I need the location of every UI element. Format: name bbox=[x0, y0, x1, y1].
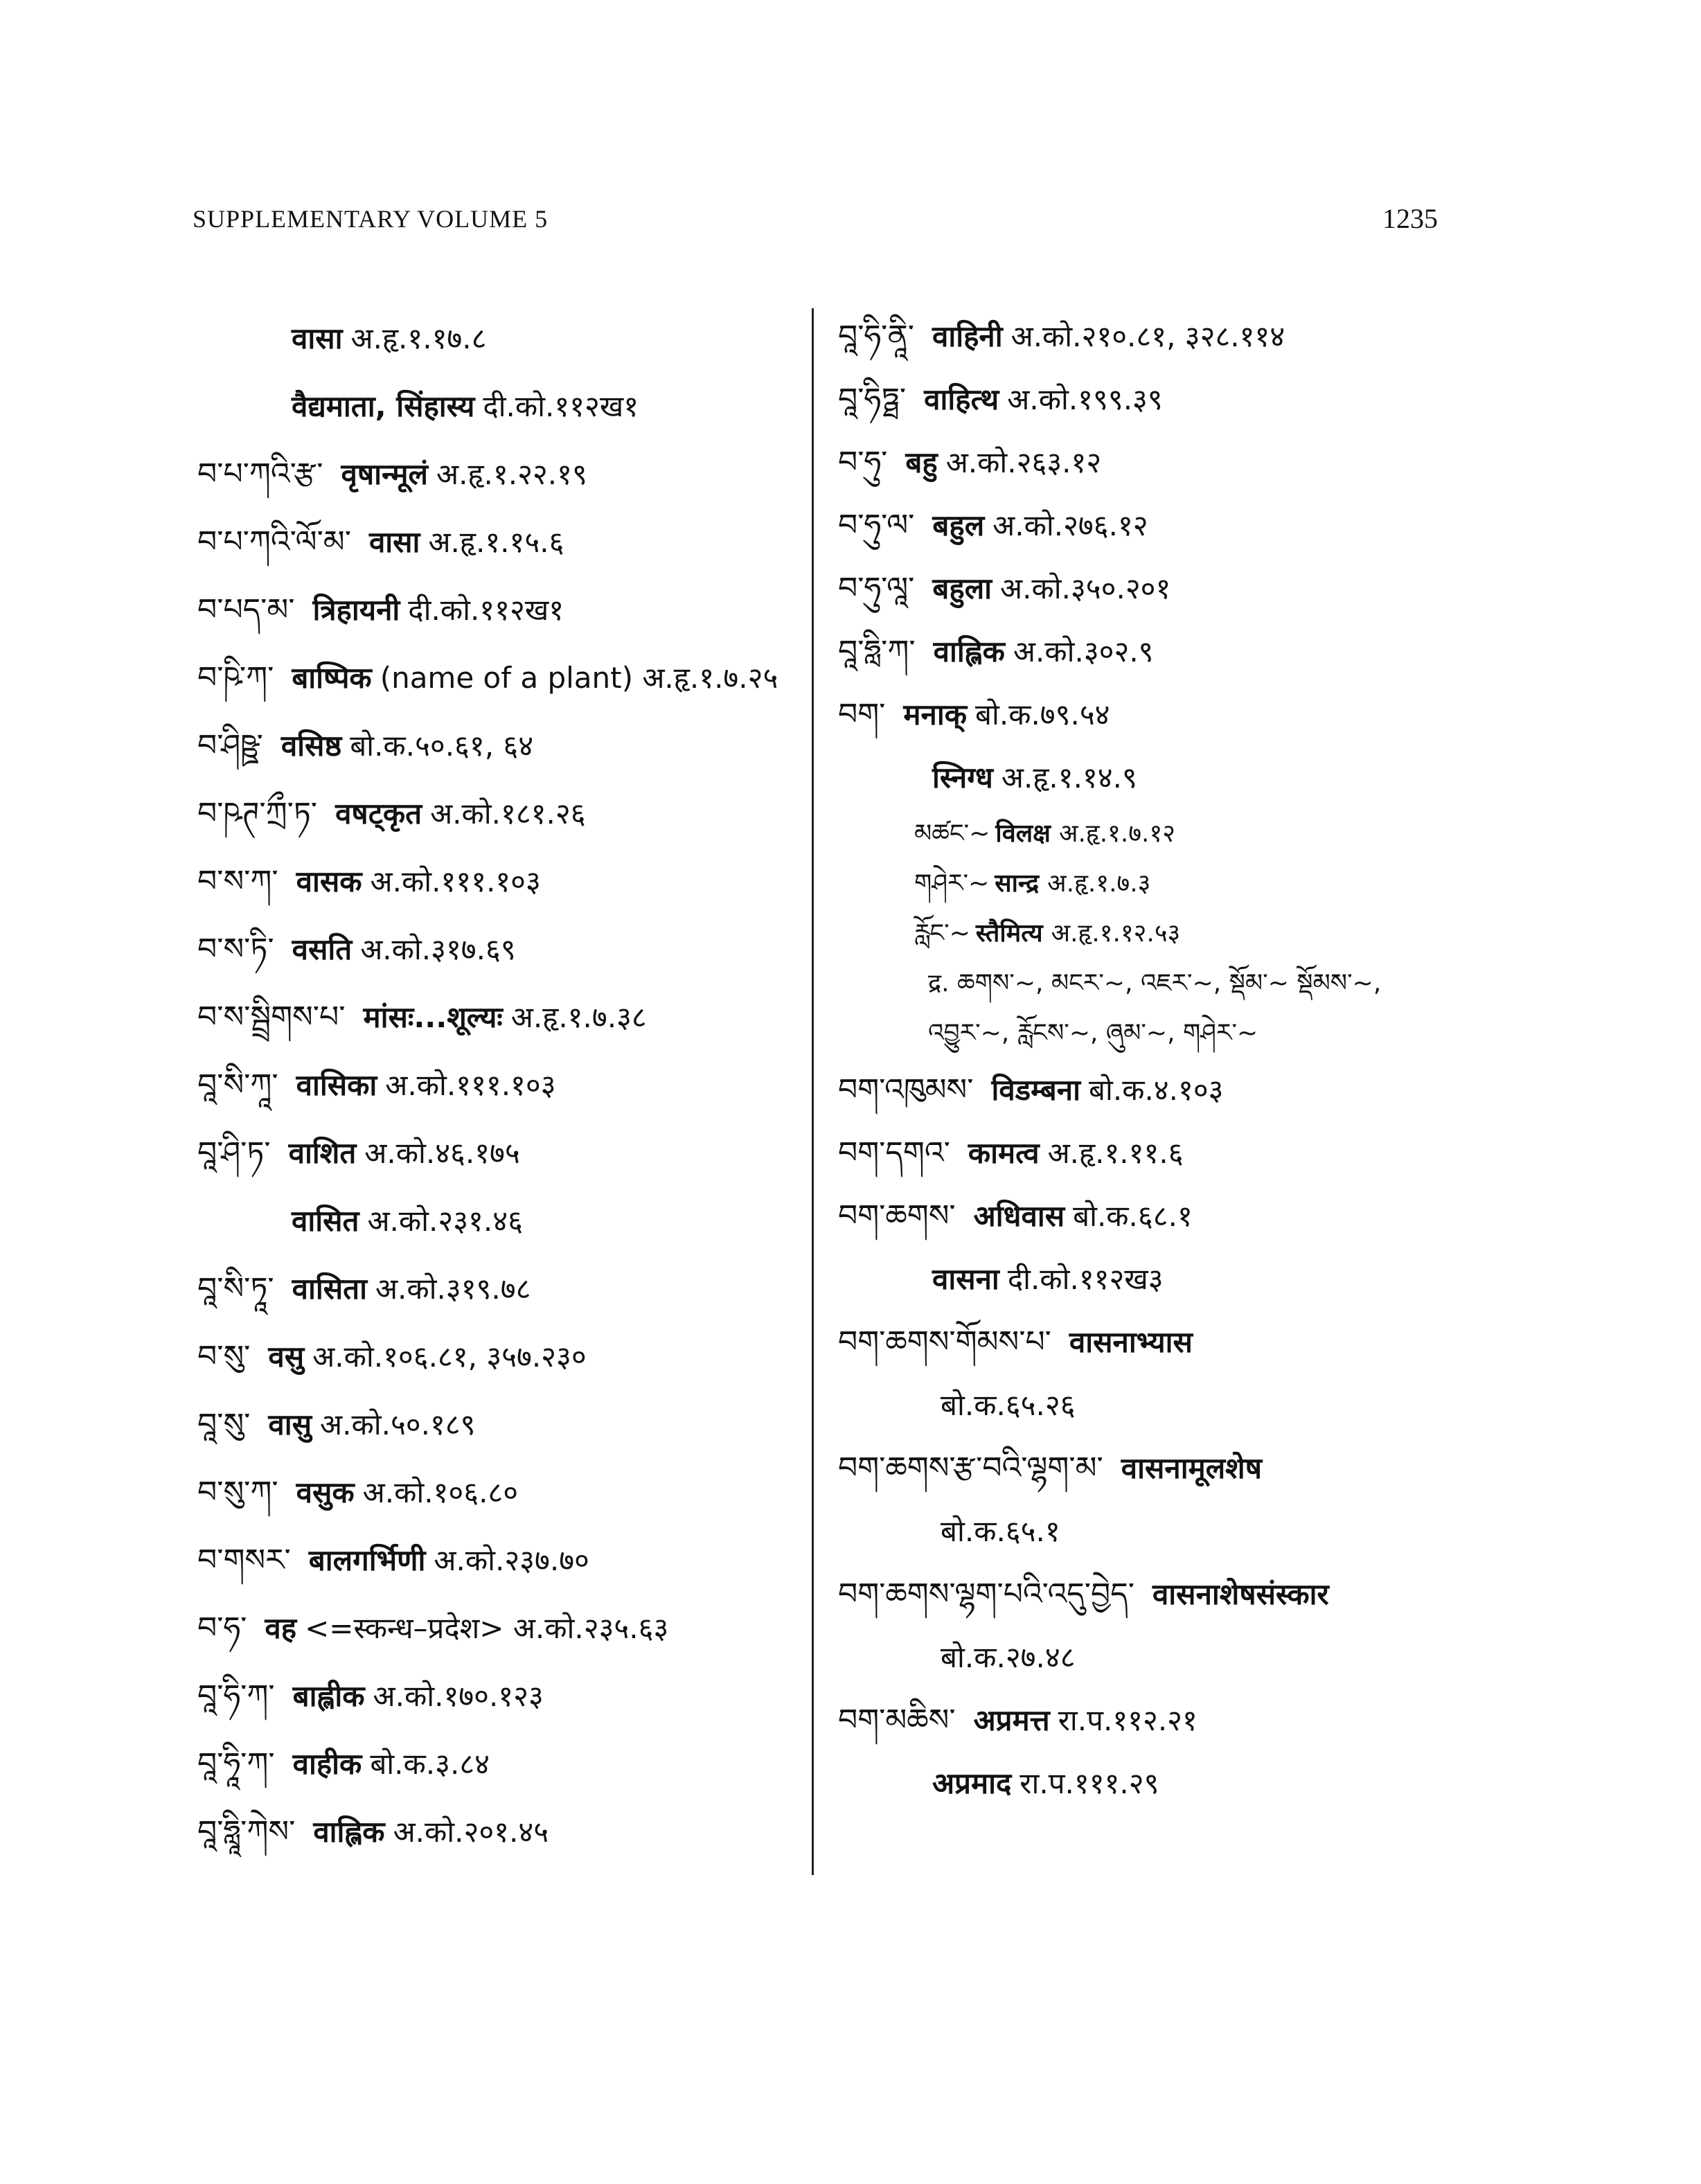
sanskrit-headword: विडम्बना bbox=[991, 1072, 1080, 1107]
sanskrit-headword: बाष्पिक bbox=[292, 661, 372, 695]
dictionary-entry bbox=[838, 809, 1461, 859]
dictionary-entry bbox=[197, 1798, 807, 1866]
dictionary-entry bbox=[838, 746, 1461, 809]
tibetan-term: བ་གསར་ bbox=[197, 1543, 291, 1578]
reference: बो.क.३.८४ bbox=[370, 1747, 490, 1781]
sanskrit-headword: वासनाशेषसंस्कार bbox=[1152, 1577, 1329, 1611]
reference: अ.को.२३१.४६ bbox=[367, 1204, 523, 1238]
tibetan-term: བཱ་ཧཱི་ཀ་ bbox=[197, 1746, 275, 1782]
sanskrit-headword: वाहित्थ bbox=[924, 382, 999, 416]
tibetan-term: བ་ས་ཀ་ bbox=[197, 864, 278, 899]
tibetan-term: བག་ཆགས་ bbox=[838, 1198, 956, 1234]
reference: बो.क.६८.१ bbox=[1073, 1198, 1193, 1233]
sanskrit-headword: वैद्यमाता, सिंहास्य bbox=[292, 389, 475, 423]
reference: बो.क.६५.१ bbox=[941, 1513, 1060, 1548]
dictionary-entry bbox=[197, 1187, 807, 1255]
dictionary-entry bbox=[838, 1500, 1461, 1563]
reference: द्र. ཆགས་~, མངར་~, འཇར་~, སྡོམ་~ སྡོམས་~, bbox=[928, 969, 1382, 997]
dictionary-entry bbox=[838, 1184, 1461, 1248]
dictionary-entry bbox=[838, 1752, 1461, 1815]
sanskrit-headword: बहुल bbox=[932, 508, 985, 542]
sanskrit-headword: बहु bbox=[905, 445, 938, 479]
dictionary-entry bbox=[197, 1255, 807, 1323]
tibetan-term: བཱ་ཧི་ནཱི་ bbox=[838, 318, 914, 354]
tibetan-term: བ་ཧ་ bbox=[197, 1610, 247, 1646]
sanskrit-headword: वषट्कृत bbox=[335, 797, 422, 831]
tibetan-term: བ་སུ་ཀ་ bbox=[197, 1475, 278, 1510]
sanskrit-headword: स्तैमित्य bbox=[975, 919, 1043, 948]
sanskrit-headword: स्निग्ध bbox=[932, 760, 993, 794]
tibetan-term: བ་ཧུ་ལཱ་ bbox=[838, 570, 915, 606]
reference: अ.हृ.१.१४.९ bbox=[1001, 760, 1137, 794]
tibetan-term: བག་དགའ་ bbox=[838, 1135, 950, 1171]
dictionary-entry bbox=[197, 373, 807, 441]
tibetan-term: བ་ཤིཥྛ་ bbox=[197, 728, 263, 763]
reference: अ.को.१११.१०३ bbox=[385, 1068, 556, 1102]
tibetan-term: བག་ཆགས་ལྷག་པའི་འདུ་བྱེད་ bbox=[838, 1576, 1134, 1612]
tibetan-term: བག་ bbox=[838, 696, 886, 732]
sanskrit-headword: मनाक् bbox=[903, 697, 967, 731]
dictionary-entry bbox=[197, 1595, 807, 1662]
reference: (name of a plant) अ.हृ.१.७.२५ bbox=[380, 661, 778, 695]
reference: अ.को.१७०.१२३ bbox=[373, 1679, 544, 1713]
tibetan-term: བ་སུ་ bbox=[197, 1339, 251, 1374]
tibetan-term: བག་ཆགས་རྩ་བའི་ལྷག་མ་ bbox=[838, 1450, 1103, 1486]
reference: बो.क.२७.४८ bbox=[941, 1640, 1076, 1674]
reference: अ.को.२१०.८१, ३२८.११४ bbox=[1010, 319, 1285, 353]
sanskrit-headword: वाशित bbox=[288, 1136, 357, 1170]
reference: अ.को.१०६.८१, ३५७.२३० bbox=[312, 1340, 587, 1374]
sanskrit-headword: वासना bbox=[932, 1261, 999, 1296]
running-head: SUPPLEMENTARY VOLUME 5 bbox=[193, 205, 549, 233]
tibetan-term: བ་པ་ཀའི་ལོ་མ་ bbox=[197, 524, 351, 560]
dictionary-entry bbox=[197, 1119, 807, 1187]
tibetan-term: བ་ཥི་ཀ་ bbox=[197, 660, 274, 695]
sanskrit-headword: वासु bbox=[268, 1408, 312, 1441]
dictionary-entry bbox=[838, 1058, 1461, 1121]
reference: अ.हृ.१.७.१२ bbox=[1058, 819, 1175, 848]
reference: अ.हृ.१.१२.५३ bbox=[1051, 919, 1181, 948]
reference: बो.क.७९.५४ bbox=[974, 697, 1110, 731]
tibetan-term: བག་འཁུམས་ bbox=[838, 1072, 974, 1108]
sanskrit-headword: अधिवास bbox=[973, 1198, 1065, 1233]
tibetan-term: བཱ་ཧླཱི་ཀེས་ bbox=[197, 1814, 296, 1849]
dictionary-entry bbox=[838, 305, 1461, 368]
dictionary-entry bbox=[197, 508, 807, 576]
reference: अ.को.३५०.२०१ bbox=[1000, 571, 1171, 605]
dictionary-entry bbox=[838, 959, 1461, 1009]
page-number: 1235 bbox=[1382, 203, 1438, 234]
tibetan-term: བ་པད་མ་ bbox=[197, 592, 295, 628]
left-column bbox=[197, 305, 807, 1866]
dictionary-entry bbox=[197, 712, 807, 780]
dictionary-entry bbox=[197, 984, 807, 1051]
reference: अ.हृ.१.२२.१९ bbox=[436, 457, 587, 491]
dictionary-entry bbox=[838, 1311, 1461, 1374]
tibetan-term: མཚང་~ bbox=[914, 819, 990, 848]
tibetan-term: བ་ཥཊ་ཀྲྀ་ཏ་ bbox=[197, 796, 318, 831]
dictionary-entry bbox=[838, 683, 1461, 746]
dictionary-entry bbox=[838, 909, 1461, 959]
reference: अ.को.५०.१८९ bbox=[320, 1408, 476, 1441]
reference: अ.को.३०२.९ bbox=[1013, 634, 1154, 668]
sanskrit-headword: वसिष्ठ bbox=[280, 729, 342, 763]
dictionary-entry bbox=[838, 1248, 1461, 1311]
dictionary-entry bbox=[838, 494, 1461, 557]
dictionary-entry bbox=[197, 1391, 807, 1459]
sanskrit-headword: वह bbox=[265, 1611, 297, 1645]
sanskrit-headword: वासा bbox=[292, 321, 343, 355]
reference: <=स्कन्ध–प्रदेश> अ.को.२३५.६३ bbox=[305, 1611, 669, 1645]
sanskrit-headword: अप्रमत्त bbox=[973, 1703, 1050, 1737]
tibetan-term: བཱ་ཧླི་ཀ་ bbox=[838, 633, 916, 669]
dictionary-entry bbox=[197, 1527, 807, 1595]
sanskrit-headword: वाहीक bbox=[292, 1747, 362, 1781]
reference: रा.प.१११.२९ bbox=[1019, 1766, 1159, 1800]
sanskrit-headword: बाह्लीक bbox=[292, 1679, 365, 1713]
reference: अ.को.२३७.७० bbox=[434, 1543, 589, 1577]
tibetan-term: བག་མཆིས་ bbox=[838, 1702, 956, 1738]
tibetan-term: བ་ཧུ་ལ་ bbox=[838, 507, 915, 543]
sanskrit-headword: विलक्ष bbox=[995, 819, 1051, 848]
sanskrit-headword: वाह्लिक bbox=[313, 1815, 385, 1849]
tibetan-term: བཱ་ཧིཏྠ་ bbox=[838, 381, 907, 417]
sanskrit-headword: वासिका bbox=[296, 1068, 377, 1102]
dictionary-entry bbox=[838, 1121, 1461, 1184]
reference: अ.को.१०६.८० bbox=[362, 1475, 519, 1509]
sanskrit-headword: त्रिहायनी bbox=[312, 593, 400, 627]
dictionary-entry bbox=[197, 916, 807, 984]
reference: अ.को.२७६.१२ bbox=[992, 508, 1148, 542]
column-divider bbox=[812, 308, 814, 1875]
dictionary-entry bbox=[197, 1323, 807, 1391]
sanskrit-headword: वासनाभ्यास bbox=[1069, 1324, 1193, 1359]
reference: बो.क.५०.६१, ६४ bbox=[350, 729, 534, 763]
dictionary-entry bbox=[838, 859, 1461, 909]
sanskrit-headword: मांसः...शूल्यः bbox=[363, 1000, 503, 1034]
dictionary-entry bbox=[838, 368, 1461, 431]
sanskrit-headword: बालगर्भिणी bbox=[308, 1543, 426, 1577]
reference: अ.को.२०१.४५ bbox=[393, 1815, 549, 1849]
dictionary-entry bbox=[197, 1662, 807, 1730]
sanskrit-headword: वसति bbox=[292, 932, 353, 966]
tibetan-term: བ་ཧུ་ bbox=[838, 444, 888, 480]
dictionary-entry bbox=[197, 780, 807, 848]
reference: अ.हृ.१.११.६ bbox=[1047, 1135, 1184, 1170]
reference: अ.को.३१९.७८ bbox=[375, 1272, 531, 1306]
dictionary-entry bbox=[838, 1689, 1461, 1752]
right-column bbox=[838, 305, 1461, 1815]
dictionary-entry bbox=[838, 1374, 1461, 1437]
tibetan-term: བཱ་སི་ཀཱ་ bbox=[197, 1067, 278, 1103]
sanskrit-headword: अप्रमाद bbox=[932, 1766, 1012, 1800]
reference: रा.प.११२.२१ bbox=[1058, 1703, 1197, 1737]
dictionary-entry bbox=[197, 1051, 807, 1119]
tibetan-term: བཱ་ཤི་ཏ་ bbox=[197, 1135, 271, 1171]
dictionary-entry bbox=[197, 1730, 807, 1798]
reference: बो.क.६५.२६ bbox=[941, 1387, 1076, 1422]
reference: अ.को.२६३.१२ bbox=[945, 445, 1102, 479]
reference: दी.को.११२ख३ bbox=[1007, 1261, 1164, 1296]
dictionary-entry bbox=[838, 1437, 1461, 1500]
dictionary-entry bbox=[838, 620, 1461, 683]
sanskrit-headword: वृषान्मूलं bbox=[341, 457, 429, 491]
dictionary-entry bbox=[197, 305, 807, 373]
reference: अ.हृ.१.७.३ bbox=[1047, 869, 1151, 898]
sanskrit-headword: वासक bbox=[296, 864, 362, 898]
reference: दी.को.११२ख१ bbox=[408, 593, 564, 627]
tibetan-term: བག་ཆགས་གོམས་པ་ bbox=[838, 1324, 1051, 1360]
sanskrit-headword: वासनामूलशेष bbox=[1121, 1450, 1263, 1485]
tibetan-term: བཱ་སུ་ bbox=[197, 1407, 251, 1442]
dictionary-entry bbox=[838, 557, 1461, 620]
sanskrit-headword: वासा bbox=[368, 525, 420, 559]
dictionary-entry bbox=[838, 1009, 1461, 1058]
dictionary-entry bbox=[197, 848, 807, 916]
dictionary-entry bbox=[197, 576, 807, 644]
sanskrit-headword: सान्द्र bbox=[995, 869, 1040, 898]
reference: अ.हृ.१.१५.६ bbox=[428, 525, 564, 559]
sanskrit-headword: वासित bbox=[292, 1204, 359, 1238]
dictionary-entry bbox=[197, 1459, 807, 1527]
tibetan-term: བཱ་ཧི་ཀ་ bbox=[197, 1678, 275, 1714]
sanskrit-headword: वासिता bbox=[292, 1272, 367, 1306]
dictionary-entry bbox=[838, 1563, 1461, 1626]
dictionary-entry bbox=[197, 644, 807, 712]
tibetan-term: གཤེར་~ bbox=[914, 869, 990, 898]
sanskrit-headword: कामत्व bbox=[968, 1135, 1040, 1170]
dictionary-entry bbox=[838, 431, 1461, 494]
tibetan-term: བ་ས་སྦྲིགས་པ་ bbox=[197, 1000, 346, 1035]
tibetan-term: བ་པ་ཀའི་རྩ་ bbox=[197, 456, 323, 492]
sanskrit-headword: वसुक bbox=[296, 1475, 355, 1509]
dictionary-entry bbox=[197, 441, 807, 508]
reference: अ.को.१८१.२६ bbox=[430, 797, 586, 831]
sanskrit-headword: बहुला bbox=[932, 571, 992, 605]
reference: अ.हृ.१.१७.८ bbox=[350, 321, 487, 355]
reference: अ.को.३१७.६९ bbox=[360, 932, 516, 966]
reference: अ.हृ.१.७.३८ bbox=[510, 1000, 647, 1034]
sanskrit-headword: वसु bbox=[268, 1340, 305, 1374]
sanskrit-headword: वाहिनी bbox=[932, 319, 1003, 353]
reference: འབྱུར་~, རློངས་~, ཞུམ་~, གཤེར་~ bbox=[928, 1019, 1258, 1047]
sanskrit-headword: वाह्लिक bbox=[933, 634, 1005, 668]
reference: अ.को.४६.१७५ bbox=[364, 1136, 520, 1170]
dictionary-entry bbox=[838, 1626, 1461, 1689]
reference: अ.को.१९९.३९ bbox=[1007, 382, 1163, 416]
reference: बो.क.४.१०३ bbox=[1088, 1072, 1224, 1107]
tibetan-term: བཱ་སི་ཏཱ་ bbox=[197, 1271, 274, 1306]
reference: दी.को.११२ख१ bbox=[483, 389, 639, 423]
reference: अ.को.१११.१०३ bbox=[370, 864, 541, 898]
tibetan-term: བ་ས་ཏི་ bbox=[197, 932, 274, 967]
tibetan-term: རློང་~ bbox=[914, 919, 970, 948]
